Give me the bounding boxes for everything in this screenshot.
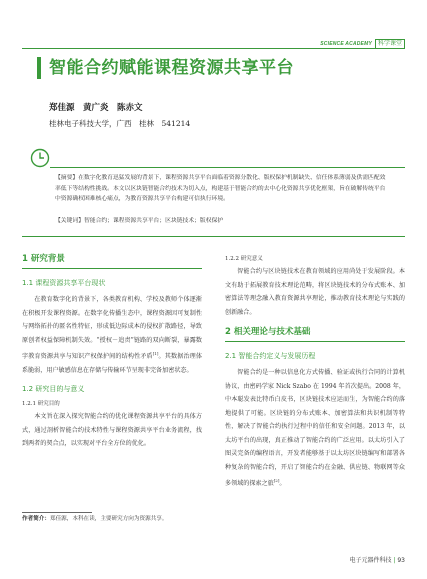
right-column [225,254,405,491]
paragraph [22,293,202,377]
paragraph [225,366,405,491]
paragraph-text: 智能合约是一种以信息化方式传播、验证或执行合同的计算机协议，由密码学家 Nick Szabo 在 1994 年首次提出。2008 年，中本聪发表比特币白皮书，区块链技术应运而生，为智能合约的落地提供了可能。区块链的分布式账本、加密算法和共识机制等特性，解决了智能合约执行过程中的信任和安全问题。2013 年，以太坊平台的出现，真正推动了智能合约的广泛应用。以太坊引入了图灵完备的编程语言，开发者能够基于以太坊区块链编写和部署各种复杂的智能合约，开启了智能合约在金融、供应链、物联网等众多领域的探索之旅 [225,369,405,488]
article-title: 智能合约赋能课程资源共享平台 [49,58,294,78]
paragraph: 本文旨在深入探究智能合约的优化课程资源共享平台的具体方式，通过剖析智能合约技术特性与课程资源共享平台业务流程，找到两者的契合点，以实现对平台全方位的优化。 [22,413,202,448]
abstract-text: 【摘要】在数字化教育迅猛发展的背景下，课程资源共享平台面临着资源分散化、版权保护机制缺失、信任体系薄弱及供需匹配效率低下等结构性挑战。本文以区块链智能合约技术为切入点，构建基于智能合约的去中心化资源共享优化框架，旨在破解传统平台中资源确权困难核心痛点，为教育资源共享平台构建可信执行环境。 [55,175,386,202]
footer-separator: | [393,557,396,564]
subsection-heading-2-1: 2.1 智能合约定义与发展历程 [225,352,316,360]
citation-ref: [2] [273,478,280,483]
page-footer [349,555,405,564]
citation-ref: [1] [152,351,159,356]
subsection-heading-1-1: 1.1 课程资源共享平台现状 [22,279,106,287]
section-heading-1: 1 研究背景 [22,254,65,264]
author-note-label: 作者简介： [22,516,50,522]
affiliation: 桂林电子科技大学，广西 桂林 541214 [49,119,191,128]
journal-name: 电子元器件科技 [349,557,392,564]
left-column [22,252,202,451]
paragraph: 智能合约与区块链技术在教育领域的应用尚处于发展阶段。本文有助于拓展教育技术理论范畴，将区块链技术的分布式账本、加密算法等理念融入教育资源共享理论，推动教育技术理论与实践的创新融合。 [225,268,405,316]
subsubsection-heading-1-2-2: 1.2.2 研究意义 [225,256,263,262]
keywords-text: 【关键词】智能合约；课程资源共享平台；区块链技术；版权保护 [55,218,224,224]
title-accent-bar [37,57,41,79]
section-tag-cn: 科学课堂 [375,39,405,49]
section-rule [22,268,202,269]
subsubsection-heading-1-2-1: 1.2.1 研究目的 [22,401,60,408]
author-note [22,514,167,522]
section-rule [225,341,405,342]
paragraph-text: 。其数据治理体系脆弱，用户敏感信息在存储与传输环节呈现非完备加密状态。 [22,353,203,374]
abstract-top-rule [50,167,405,168]
paragraph-text: 在教育数字化的背景下，各类教育机构、学校及教师个体逐渐在积极开发课程资源。在数字化传播生态中，课程资源因可复制性与网络拓扑的匿名性特征，形成低边际成本的侵权扩散路径，导致原创者权益保障机制失效。“授权－追责”链路的双向断裂，暴露数字教育资源共享与知识产权保护间的结构性矛盾 [22,296,202,361]
author-list: 郑佳源 黄广炎 陈赤文 [49,103,143,113]
footnote-rule [22,512,92,513]
section-heading-2: 2 相关理论与技术基础 [225,327,311,337]
section-tag-en: SCIENCE ACADEMY [320,41,372,47]
abstract-bottom-rule [22,236,405,237]
clock-icon [30,148,50,168]
author-note-text: 郑佳源，本科在读，主要研究方向为资源共享。 [49,516,168,522]
paragraph-text: 。 [279,480,286,488]
subsection-heading-1-2: 1.2 研究目的与意义 [22,385,85,394]
page-number: 93 [397,557,405,564]
header-rule [22,48,405,49]
